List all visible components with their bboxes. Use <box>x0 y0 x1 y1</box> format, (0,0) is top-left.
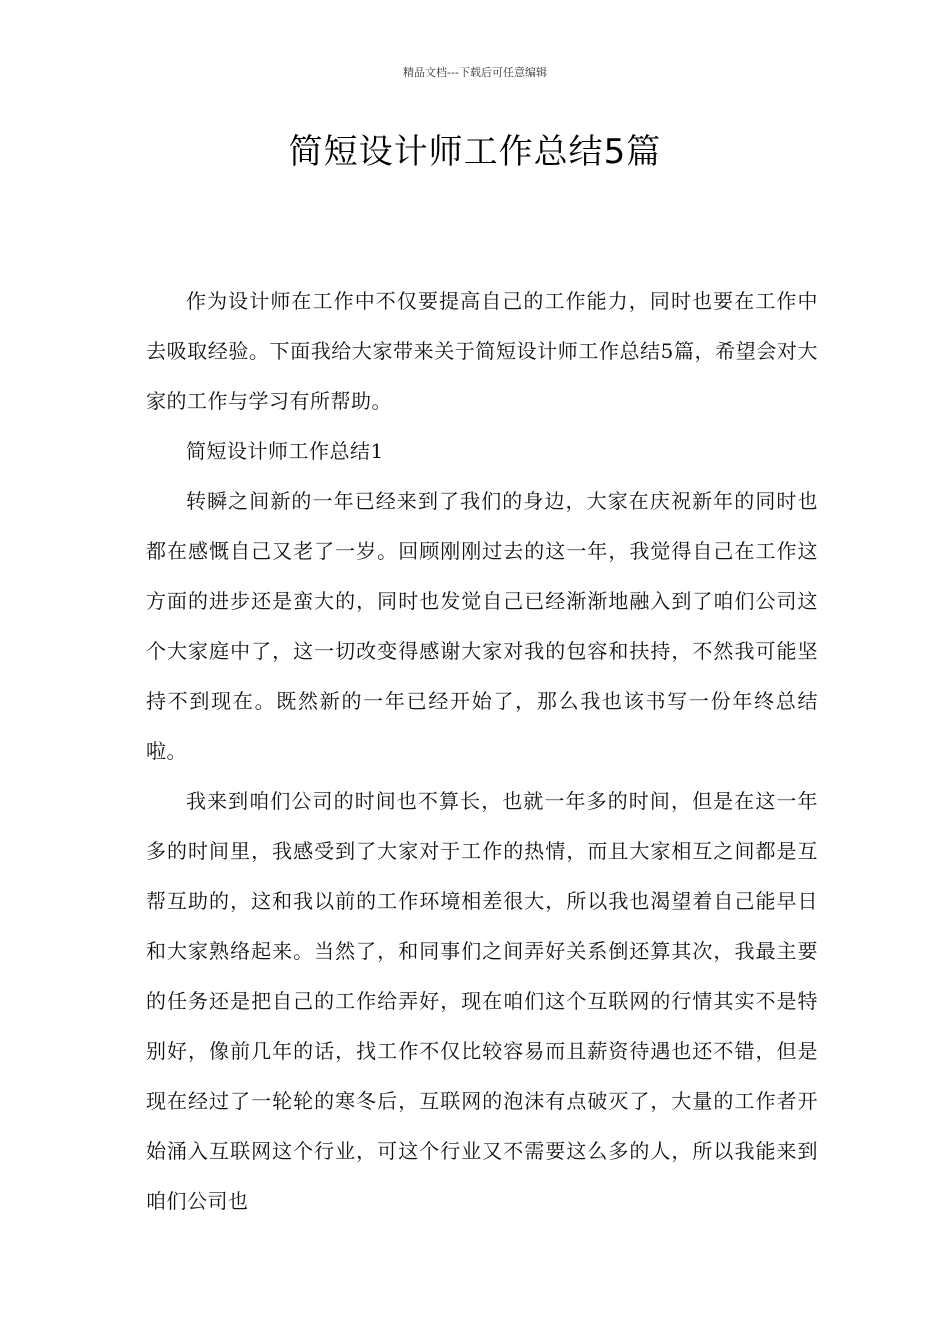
body-paragraph: 转瞬之间新的一年已经来到了我们的身边，大家在庆祝新年的同时也都在感慨自己又老了一岁。回顾刚刚过去的这一年，我觉得自己在工作这方面的进步还是蛮大的，同时也发觉自己已经渐渐地融入到了咱们公司这个大家庭中了，这一切改变得感谢大家对我的包容和扶持，不然我可能坚持不到现在。既然新的一年已经开始了，那么我也该书写一份年终总结啦。 <box>146 489 818 763</box>
document-body <box>146 276 818 1226</box>
header-note: 精品文档---下载后可任意编辑 <box>403 66 547 79</box>
intro-paragraph: 作为设计师在工作中不仅要提高自己的工作能力，同时也要在工作中去吸取经验。下面我给大家带来关于简短设计师工作总结5篇，希望会对大家的工作与学习有所帮助。 <box>146 289 818 413</box>
section-heading: 简短设计师工作总结1 <box>186 439 384 463</box>
body-paragraph: 我来到咱们公司的时间也不算长，也就一年多的时间，但是在这一年多的时间里，我感受到了大家对于工作的热情，而且大家相互之间都是互帮互助的，这和我以前的工作环境相差很大，所以我也渴望着自己能早日和大家熟络起来。当然了，和同事们之间弄好关系倒还算其次，我最主要的任务还是把自己的工作给弄好，现在咱们这个互联网的行情其实不是特别好，像前几年的话，找工作不仅比较容易而且薪资待遇也还不错，但是现在经过了一轮轮的寒冬后，互联网的泡沫有点破灭了，大量的工作者开始涌入互联网这个行业，可这个行业又不需要这么多的人，所以我能来到咱们公司也 <box>146 789 818 1213</box>
document-title: 简短设计师工作总结5篇 <box>288 132 662 172</box>
